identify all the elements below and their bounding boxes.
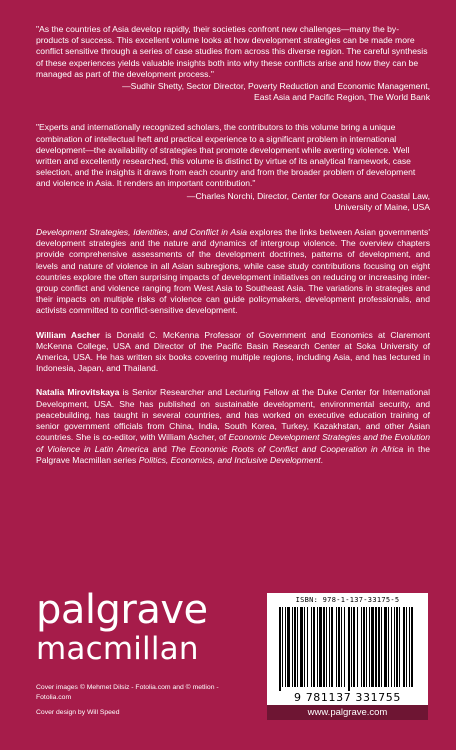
barcode-bar: [378, 607, 380, 687]
design-credit: Cover design by Will Speed: [36, 709, 120, 717]
book-title: Development Strategies, Identities, and Conflict in Asia: [36, 227, 248, 238]
barcode-bar: [319, 607, 322, 687]
publisher-website: www.palgrave.com: [267, 705, 428, 720]
barcode-bar: [366, 607, 367, 687]
barcode-bar: [369, 607, 370, 687]
image-credit: Cover images © Mehmet Dilsiz - Fotolia.com and © metlion - Fotolia.com: [36, 684, 219, 701]
quote-2-attribution: [36, 191, 430, 213]
barcode-bar: [403, 607, 405, 687]
quote-1-attribution: [36, 81, 430, 103]
author-bio-1-text: is Donald C. McKenna Professor of Government and Economics at Claremont McKenna College, USA and Director of the Pacific Basin Research Center at Soka University of America, USA. He has written six books covering multiple regions, including Asia, and has lectured in Indonesia, Japan, and Thailand.: [36, 329, 430, 374]
barcode-bar: [394, 607, 395, 687]
barcode-bar: [323, 607, 325, 687]
barcode-bar: [363, 607, 365, 687]
endorsement-quote-1: [36, 24, 430, 103]
barcode-bar: [292, 607, 293, 687]
barcode-bar: [375, 607, 377, 687]
barcode-bar: [411, 607, 413, 687]
barcode-bar: [371, 607, 374, 687]
author-bio-1: [36, 330, 430, 375]
author-bio-2: [36, 387, 430, 465]
author-bio-2-text-c: in the Palgrave Macmillan series: [36, 443, 430, 465]
barcode-bar: [287, 607, 290, 687]
publisher-logo: [36, 587, 208, 667]
barcode-bar: [326, 607, 327, 687]
barcode-bar: [285, 607, 286, 687]
barcode-bar: [348, 607, 350, 691]
quote-1-text: "As the countries of Asia develop rapidly, their societies confront new challenges—many the by-products of success. This excellent volume looks at how development strategies can be made more conflict sensitive through a series of case studies from across this diverse region. The careful synthesis of these experiences yields valuable insights both into why these conflicts arise and how they can be managed as part of the development process.": [36, 24, 428, 79]
barcode-bar: [297, 607, 298, 687]
barcode-bar: [317, 607, 318, 687]
quote-2-text: "Experts and internationally recognized scholars, the contributors to this volume bring a unique combination of intellectual heft and practical experience to a significant problem in international development—the availability of strategies that promote development while averting violence. Well written and excellently researched, this volume is distinct by virtue of its analytical framework, case selection, and the insights it draws from each country and from the broader problem of development and violence in Asia. It renders an important contribution.": [36, 122, 416, 189]
barcode-bar: [341, 607, 342, 687]
bio-2-book-1: Economic Development Strategies and the Evolution of Violence in Latin America: [36, 432, 430, 454]
isbn-label: ISBN: 978-1-137-33175-5: [295, 596, 400, 604]
barcode-bar: [409, 607, 410, 687]
barcode-bar: [331, 607, 333, 687]
barcode-bar: [396, 607, 398, 687]
barcode-bars: [279, 607, 416, 691]
barcode-bar: [384, 607, 387, 687]
logo-line-macmillan: macmillan: [36, 631, 199, 667]
description-text: explores the links between Asian governments' development strategies and the nature and dynamics of intergroup violence. The overview chapters provide comprehensive assessments of the development doctrines, patterns of development, and levels and nature of violence in all Asian subregions, while case study contributions focusing on eight countries explore the often surprising impacts of development initiatives on reducing or increasing inter-group conflict and violence ranging from West Asia to Southeast Asia. The variations in strategies and their impacts on multiple risks of violence can guide policymakers, development professionals, and activists committed to conflict-sensitive development.: [36, 227, 430, 316]
bio-2-book-2: The Economic Roots of Conflict and Cooperation in Africa: [170, 443, 404, 454]
endorsement-quote-2: [36, 122, 430, 213]
barcode-bar: [282, 607, 283, 687]
barcode-bar: [344, 607, 345, 687]
barcode-bar: [307, 607, 308, 687]
barcode-bar: [361, 607, 362, 687]
author-name-1: William Ascher: [36, 329, 101, 340]
barcode-bar: [338, 607, 340, 687]
author-bio-2-text-a: is Senior Researcher and Lecturing Fellow at the Duke Center for International Development, USA. She has published on sustainable development, environmental security, and peacebuilding, has taught in several countries, and has worked on executive education training of senior government officials from China, India, South Korea, Turkey, Kazakhstan, and other Asian countries. She is co-editor, with William Ascher, of: [36, 387, 430, 443]
cover-credits: [36, 683, 226, 718]
barcode-bar: [336, 607, 337, 687]
quote-1-attribution-line2: East Asia and Pacific Region, The World Bank: [254, 92, 430, 103]
author-bio-2-text-b: and: [148, 443, 171, 454]
text-column: [36, 24, 430, 466]
barcode-bar: [311, 607, 312, 687]
logo-line-palgrave: palgrave: [36, 587, 208, 633]
barcode-bar: [313, 607, 315, 687]
quote-2-attribution-line1: —Charles Norchi, Director, Center for Oceans and Coastal Law,: [186, 190, 430, 201]
barcode-bar: [351, 607, 352, 687]
quote-2-attribution-line2: University of Maine, USA: [334, 201, 430, 212]
book-description: [36, 227, 430, 317]
quote-1-attribution-line1: —Sudhir Shetty, Sector Director, Poverty Reduction and Economic Management,: [122, 81, 430, 92]
bio-2-series: Politics, Economics, and Inclusive Development: [138, 454, 321, 465]
barcode-box: [267, 593, 428, 705]
barcode-bar: [329, 607, 330, 687]
barcode-bar: [391, 607, 392, 687]
barcode-bar: [279, 607, 281, 691]
barcode-bar: [399, 607, 400, 687]
barcode-number: 9 781137 331755: [294, 691, 401, 704]
barcode-bar: [406, 607, 407, 687]
author-name-2: Natalia Mirovitskaya: [36, 387, 120, 398]
author-bio-2-text-d: .: [320, 454, 324, 465]
barcode-bar: [353, 607, 355, 687]
barcode-bar: [294, 607, 296, 687]
barcode-bar: [357, 607, 358, 687]
barcode-bar: [388, 607, 389, 687]
barcode-bar: [300, 607, 303, 687]
barcode-bar: [304, 607, 305, 687]
barcode-bar: [381, 607, 382, 687]
